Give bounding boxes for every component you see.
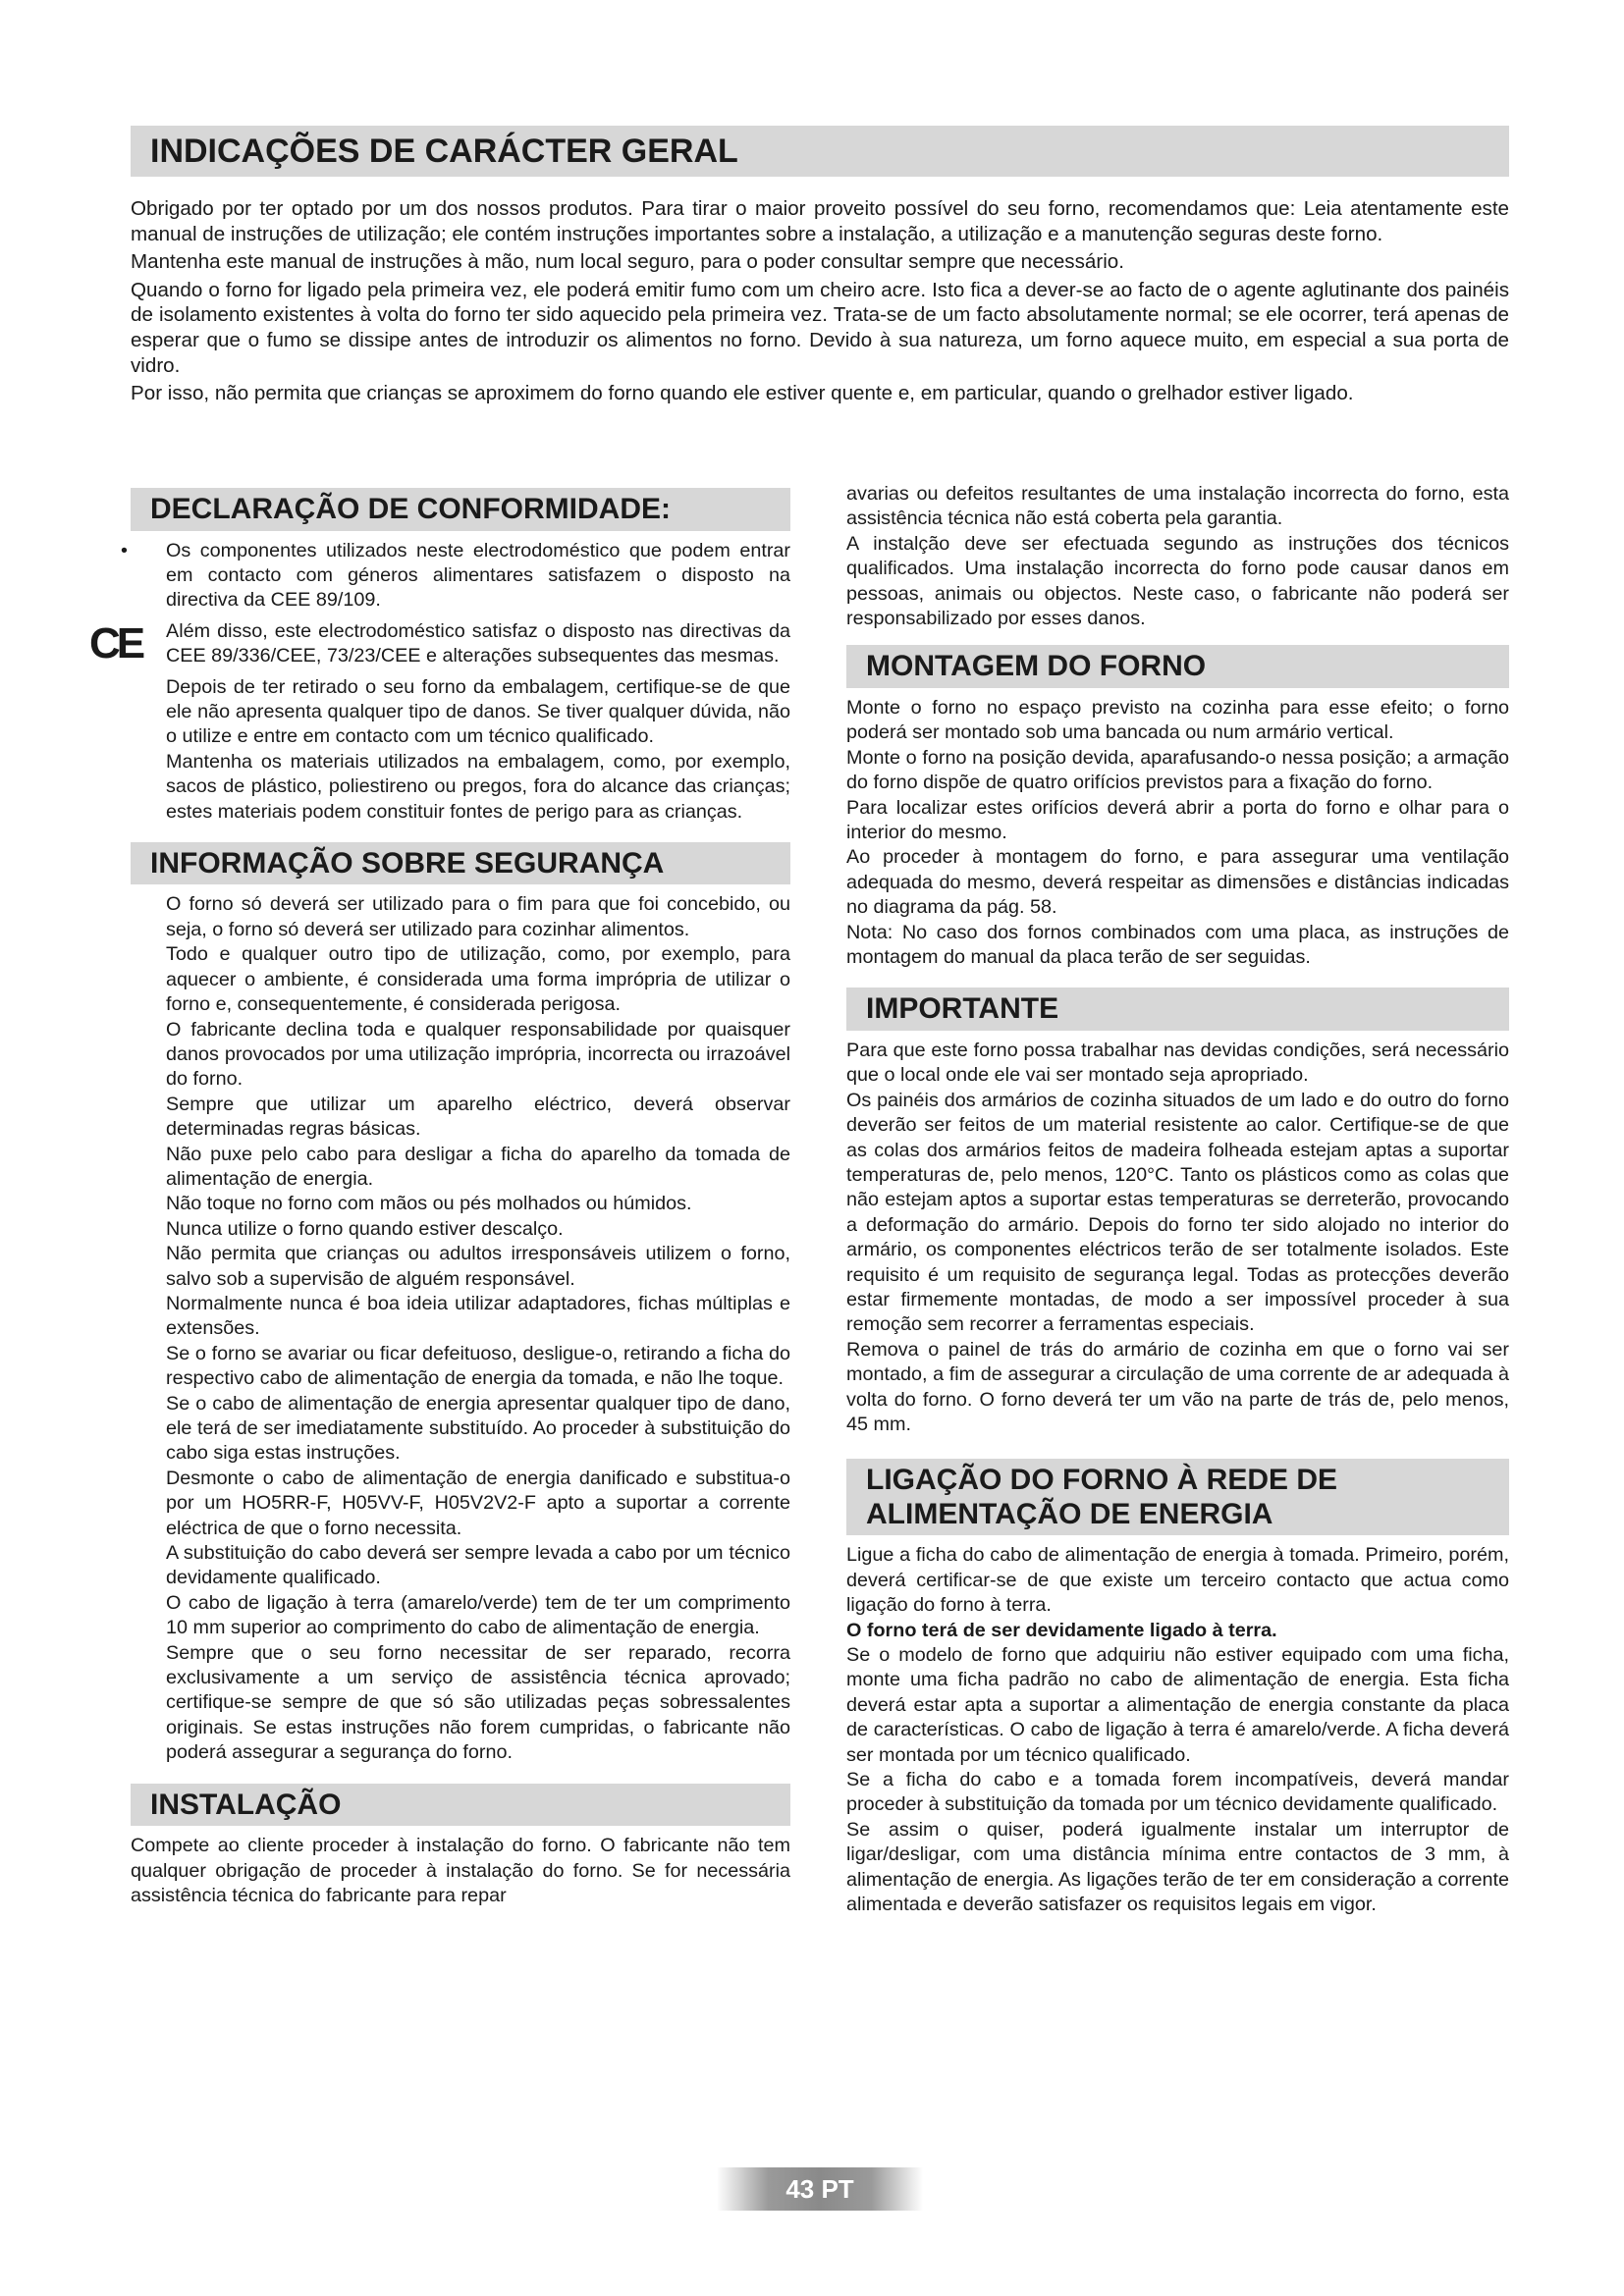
conformidade-section [89,539,790,825]
seguranca-paragraph: O fabricante declina toda e qualquer responsabilidade por quaisquer danos provocados por uma utilização imprópria, incorrecta ou irrazoável do forno. [166,1018,790,1091]
seguranca-title: INFORMAÇÃO SOBRE SEGURANÇA [131,842,790,885]
seguranca-paragraph: Sempre que o seu forno necessitar de ser reparado, recorra exclusivamente a um serviço de assistência técnica aprovado; certifique-se sempre de que só são utilizadas peças sobressalentes originais. Se estas instruções não forem cumpridas, o fabricante não poderá assegurar a segurança do forno. [166,1641,790,1764]
importante-paragraph: Para que este forno possa trabalhar nas devidas condições, será necessário que o local onde ele vai ser montado seja apropriado. [846,1039,1509,1087]
seguranca-paragraph: Não puxe pelo cabo para desligar a ficha do aparelho da tomada de alimentação de energia. [166,1143,790,1190]
importante-section [846,1039,1509,1438]
seguranca-paragraph: Todo e qualquer outro tipo de utilização, como, por exemplo, para aquecer o ambiente, é considerada uma forma imprópria de utilizar o forno e, consequentemente, é considerada perigosa. [166,943,790,1016]
instalacao-paragraph: avarias ou defeitos resultantes de uma instalação incorrecta do forno, esta assistência técnica não está coberta pela garantia. [846,483,1509,530]
conformidade-paragraph: • Os componentes utilizados neste electrodoméstico que podem entrar em contacto com géneros alimentares satisfazem o disposto na directiva da CEE 89/109. [121,539,790,612]
left-column [89,488,790,1908]
ligacao-warning: O forno terá de ser devidamente ligado à terra. [846,1619,1277,1641]
seguranca-paragraph: Se o cabo de alimentação de energia apresentar qualquer tipo de dano, ele terá de ser imediatamente substituído. Ao proceder à substituição do cabo siga estas instruções. [166,1392,790,1465]
seguranca-paragraph: O cabo de ligação à terra (amarelo/verde) tem de ter um comprimento 10 mm superior ao comprimento do cabo de alimentação de energia. [166,1591,790,1639]
seguranca-paragraph: Desmonte o cabo de alimentação de energia danificado e substitua-o por um HO5RR-F, H05VV-F, H05V2V2-F apto a suportar a corrente eléctrica de que o forno necessita. [166,1467,790,1539]
ligacao-paragraph: Se a ficha do cabo e a tomada forem incompatíveis, deverá mandar proceder à substituição da tomada por um técnico devidamente qualificado. [846,1769,1509,1816]
intro-paragraph: Mantenha este manual de instruções à mão, num local seguro, para o poder consultar sempre que necessário. [131,250,1124,274]
intro-paragraph: Por isso, não permita que crianças se aproximem do forno quando ele estiver quente e, em particular, quando o grelhador estiver ligado. [131,382,1354,405]
seguranca-section [131,892,790,1765]
conformidade-title: DECLARAÇÃO DE CONFORMIDADE: [131,488,790,531]
conformidade-paragraph: Depois de ter retirado o seu forno da embalagem, certifique-se de que ele não apresenta qualquer tipo de danos. Se tiver qualquer dúvida, não o utilize e entre em contacto com um técnico qualificado. [166,675,790,748]
importante-paragraph: Os painéis dos armários de cozinha situados de um lado e do outro do forno deverão ser feitos de um material resistente ao calor. Certifique-se de que as colas dos armários feitos de madeira folheada estejam aptas a suportar temperaturas de, pelo menos, 120°C. Tanto os plásticos como as colas que não estejam aptos a suportar estas temperaturas se derreterão, provocando a deformação do armário. Depois do forno ter sido alojado no interior do armário, os componentes eléctricos terão de ser totalmente isolados. Este requisito é um requisito de segurança legal. Todas as protecções deverão estar firmemente montadas, de modo a ser impossível proceder à sua remoção sem recorrer a ferramentas especiais. [846,1089,1509,1336]
conformidade-paragraph: Além disso, este electrodoméstico satisfaz o disposto nas directivas da CEE 89/336/CEE, 73/23/CEE e alterações subsequentes das mesmas. [166,619,790,667]
seguranca-paragraph: Nunca utilize o forno quando estiver descalço. [166,1217,564,1240]
importante-title: IMPORTANTE [846,988,1509,1031]
instalacao-title: INSTALAÇÃO [131,1784,790,1827]
ligacao-paragraph: Ligue a ficha do cabo de alimentação de energia à tomada. Primeiro, porém, deverá certificar-se de que existe um terceiro contacto que actua como ligação do forno à terra. [846,1544,1509,1617]
page-number: 43 PT [717,2167,923,2211]
intro-paragraph: Obrigado por ter optado por um dos nossos produtos. Para tirar o maior proveito possível do seu forno, recomendamos que: Leia atentamente este manual de instruções de utilização; ele contém instruções importantes sobre a instalação, a utilização e a manutenção seguras deste forno. [131,197,1509,245]
instalacao-paragraph: Compete ao cliente proceder à instalação do forno. O fabricante não tem qualquer obrigação de proceder à instalação do forno. Se for necessária assistência técnica do fabricante para repar [131,1835,790,1906]
montagem-section [846,696,1509,970]
seguranca-paragraph: Sempre que utilizar um aparelho eléctrico, deverá observar determinadas regras básicas. [166,1093,790,1141]
montagem-paragraph: Nota: No caso dos fornos combinados com uma placa, as instruções de montagem do manual da placa terão de ser seguidas. [846,921,1509,968]
intro-paragraph: Quando o forno for ligado pela primeira vez, ele poderá emitir fumo com um cheiro acre. Isto fica a dever-se ao facto de o agente aglutinante dos painéis de isolamento existentes à volta do forno ter sido aquecido pela primeira vez. Trata-se de um facto absolutamente normal; se ele ocorrer, terá apenas de esperar que o fumo se dissipe antes de introduzir os alimentos no forno. Devido à sua natureza, um forno aquece muito, em especial a sua porta de vidro. [131,278,1509,377]
seguranca-paragraph: O forno só deverá ser utilizado para o fim para que foi concebido, ou seja, o forno só deverá ser utilizado para cozinhar alimentos. [166,893,790,940]
instalacao-paragraph: A instalção deve ser efectuada segundo as instruções dos técnicos qualificados. Uma instalação incorrecta do forno pode causar danos em pessoas, animais ou objectos. Neste caso, o fabricante não poderá ser responsabilizado por esses danos. [846,532,1509,630]
montagem-paragraph: Ao proceder à montagem do forno, e para assegurar uma ventilação adequada do mesmo, deverá respeitar as dimensões e distâncias indicadas no diagrama da pág. 58. [846,846,1509,919]
montagem-paragraph: Monte o forno no espaço previsto na cozinha para esse efeito; o forno poderá ser montado sob uma bancada ou num armário vertical. [846,696,1509,744]
seguranca-paragraph: Normalmente nunca é boa ideia utilizar adaptadores, fichas múltiplas e extensões. [166,1292,790,1340]
montagem-paragraph: Para localizar estes orifícios deverá abrir a porta do forno e olhar para o interior do mesmo. [846,796,1509,843]
ce-mark-icon: CE [89,618,142,667]
main-title: INDICAÇÕES DE CARÁCTER GERAL [131,126,1509,177]
montagem-paragraph: Monte o forno na posição devida, aparafusando-o nessa posição; a armação do forno dispõe de quatro orifícios previstos para a fixação do forno. [846,746,1509,794]
ligacao-paragraph: Se o modelo de forno que adquiriu não estiver equipado com uma ficha, monte uma ficha padrão no cabo de alimentação de energia. Esta ficha deverá estar apta a suportar a alimentação de energia constante da placa de características. O cabo de ligação à terra é amarelo/verde. A ficha deverá ser montada por um técnico qualificado. [846,1644,1509,1766]
seguranca-paragraph: A substituição do cabo deverá ser sempre levada a cabo por um técnico devidamente qualificado. [166,1542,790,1589]
importante-paragraph: Remova o painel de trás do armário de cozinha em que o forno vai ser montado, a fim de assegurar a circulação de uma corrente de ar adequada à volta do forno. O forno deverá ter um vão na parte de trás de, pelo menos, 45 mm. [846,1338,1509,1435]
instalacao-section [131,1834,790,1908]
seguranca-paragraph: Não toque no forno com mãos ou pés molhados ou húmidos. [166,1193,692,1215]
ligacao-section [846,1543,1509,1917]
seguranca-paragraph: Não permita que crianças ou adultos irresponsáveis utilizem o forno, salvo sob a supervisão de alguém responsável. [166,1243,790,1290]
intro-text [131,196,1509,409]
seguranca-paragraph: Se o forno se avariar ou ficar defeituoso, desligue-o, retirando a ficha do respectivo cabo de alimentação de energia da tomada, e não lhe toque. [166,1342,790,1390]
right-column [846,482,1509,1918]
conformidade-paragraph: Mantenha os materiais utilizados na embalagem, como, por exemplo, sacos de plástico, poliestireno ou pregos, fora do alcance das crianças; estes materiais podem constituir fontes de perigo para as crianças. [166,750,790,823]
ligacao-title: LIGAÇÃO DO FORNO À REDE DE ALIMENTAÇÃO DE ENERGIA [846,1459,1509,1535]
ligacao-paragraph: Se assim o quiser, poderá igualmente instalar um interruptor de ligar/desligar, com uma distância mínima entre contactos de 3 mm, à alimentação de energia. As ligações terão de ter em consideração a corrente alimentada e deverão satisfazer os requisitos legais em vigor. [846,1818,1509,1916]
instalacao-continued [846,482,1509,631]
bullet-icon: • [121,539,128,561]
montagem-title: MONTAGEM DO FORNO [846,645,1509,688]
